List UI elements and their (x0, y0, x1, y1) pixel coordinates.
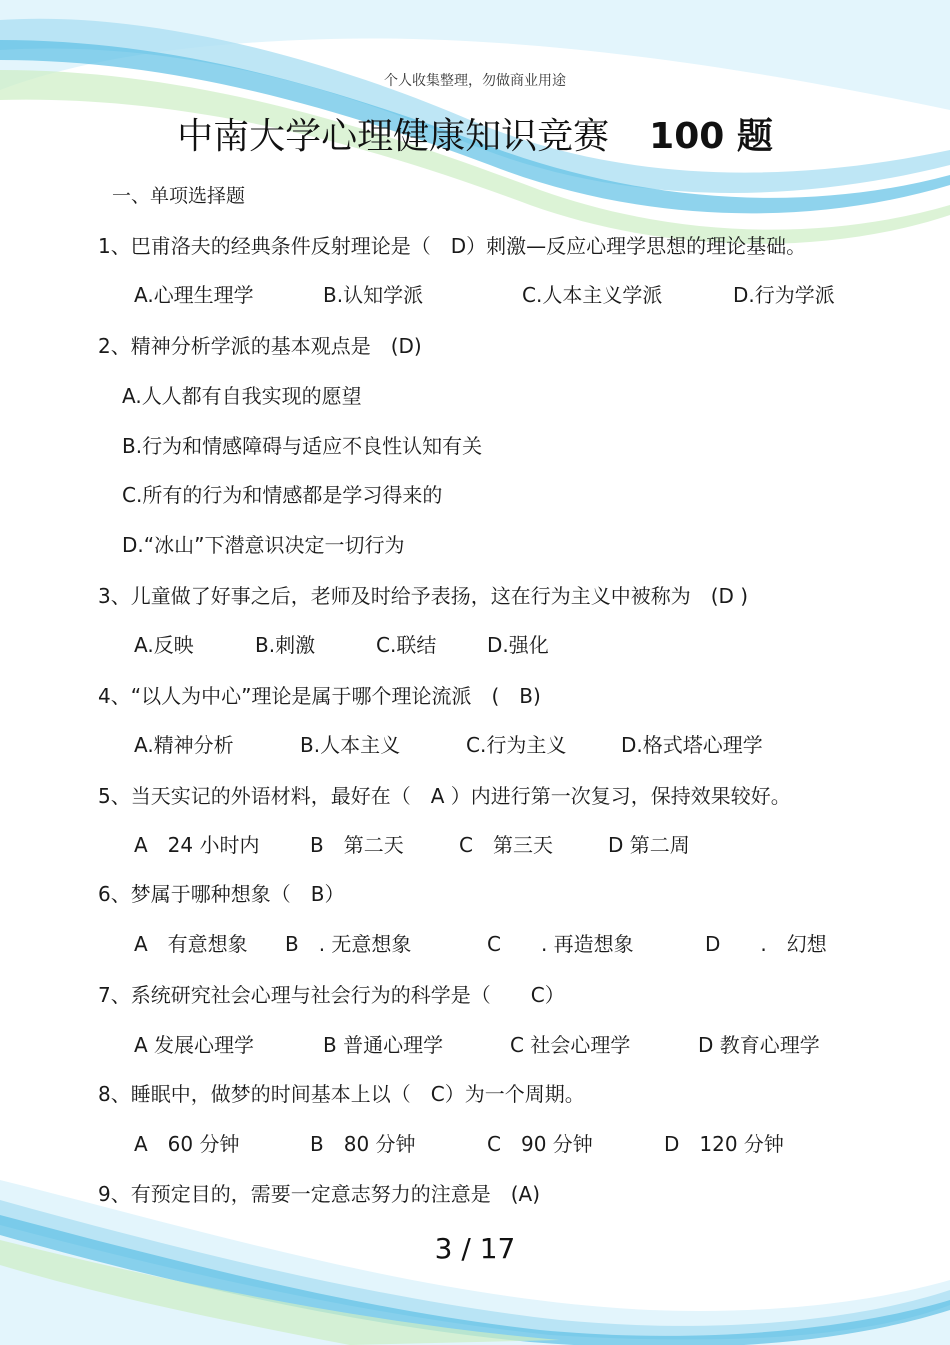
option: B.人本主义 (300, 733, 401, 757)
title-main: 中南大学心理健康知识竞赛 (177, 116, 610, 157)
question-stem: 7、系统研究社会心理与社会行为的科学是（ C） (98, 983, 565, 1007)
options-row (0, 729, 950, 757)
question-stem: 6、梦属于哪种想象（ B） (98, 882, 345, 906)
page-number: 3 / 17 (434, 1232, 516, 1265)
title-number: 100 题 (649, 116, 773, 157)
option: C.行为主义 (466, 733, 567, 757)
question-stem: 4、“以人为中心”理论是属于哪个理论流派 ( B) (98, 684, 541, 708)
options-row (0, 829, 950, 857)
option: D . 幻想 (705, 932, 827, 956)
option: A 24 小时内 (134, 833, 260, 857)
option: D.强化 (487, 633, 549, 657)
option: D 教育心理学 (698, 1033, 820, 1057)
option: B.刺激 (255, 633, 316, 657)
option: D.“冰山”下潜意识决定一切行为 (122, 533, 405, 557)
options-row (0, 1029, 950, 1057)
options-row (0, 629, 950, 657)
option: C 社会心理学 (510, 1033, 631, 1057)
option: D 120 分钟 (664, 1132, 784, 1156)
option: A.精神分析 (134, 733, 234, 757)
option: A.人人都有自我实现的愿望 (122, 384, 362, 408)
question-stem: 5、当天实记的外语材料，最好在（ A ）内进行第一次复习，保持效果较好。 (98, 784, 791, 808)
section-heading: 一、单项选择题 (112, 185, 246, 207)
option: D.格式塔心理学 (621, 733, 763, 757)
header-note: 个人收集整理，勿做商业用途 (384, 73, 566, 89)
question-stem: 8、睡眠中，做梦的时间基本上以（ C）为一个周期。 (98, 1082, 585, 1106)
option: B.行为和情感障碍与适应不良性认知有关 (122, 434, 483, 458)
option: B 第二天 (310, 833, 404, 857)
options-row (0, 279, 950, 307)
question-stem: 9、有预定目的，需要一定意志努力的注意是 (A) (98, 1182, 541, 1206)
option: A 有意想象 (134, 932, 248, 956)
option: B 普通心理学 (323, 1033, 444, 1057)
option: B 80 分钟 (310, 1132, 416, 1156)
options-row (0, 1128, 950, 1156)
option: C.人本主义学派 (522, 283, 663, 307)
question-stem: 3、儿童做了好事之后，老师及时给予表扬，这在行为主义中被称为 (D ) (98, 584, 749, 608)
option: D.行为学派 (733, 283, 835, 307)
question-stem: 1、巴甫洛夫的经典条件反射理论是（ D）刺激—反应心理学思想的理论基础。 (98, 234, 807, 258)
option: A.心理生理学 (134, 283, 254, 307)
option: C 90 分钟 (487, 1132, 593, 1156)
question-stem: 2、精神分析学派的基本观点是 (D) (98, 334, 422, 358)
option: C.联结 (376, 633, 437, 657)
option: B . 无意想象 (285, 932, 412, 956)
option: C.所有的行为和情感都是学习得来的 (122, 483, 443, 507)
option: D 第二周 (608, 833, 690, 857)
option: C . 再造想象 (487, 932, 634, 956)
option: A.反映 (134, 633, 194, 657)
option: A 60 分钟 (134, 1132, 240, 1156)
options-row (0, 928, 950, 956)
option: C 第三天 (459, 833, 553, 857)
option: B.认知学派 (323, 283, 424, 307)
page-title (0, 108, 950, 159)
option: A 发展心理学 (134, 1033, 255, 1057)
